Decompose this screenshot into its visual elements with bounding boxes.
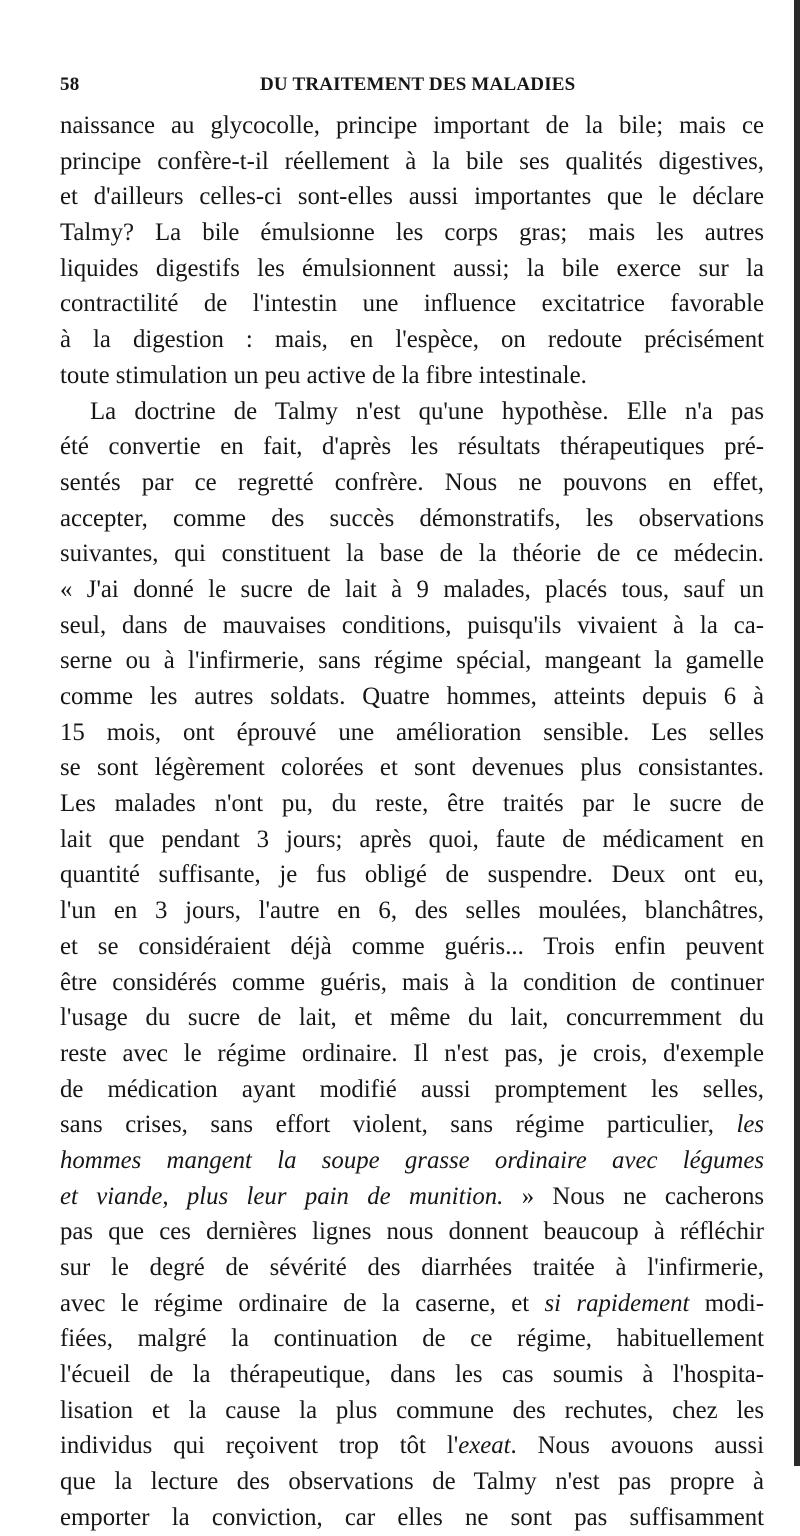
text-line (60, 215, 764, 251)
text-line (60, 1250, 764, 1286)
text-line (60, 501, 764, 537)
text-segment: comme les autres soldats. Quatre hommes, atteints depuis 6 à (60, 683, 764, 710)
text-segment: seul, dans de mauvaises conditions, puisqu'ils vivaient à la ca- (60, 611, 764, 639)
text-line (60, 786, 764, 822)
text-line (60, 1214, 764, 1250)
text-line (60, 857, 764, 893)
text-line (60, 108, 764, 144)
text-segment: de médication ayant modifié aussi promptement les selles, (60, 1075, 764, 1103)
text-segment: lait que pendant 3 jours; après quoi, faute de médicament en (60, 825, 764, 853)
text-segment: lisation et la cause la plus commune des rechutes, chez les (60, 1396, 764, 1424)
text-segment: sur le degré de sévérité des diarrhées traitée à l'infirmerie, (60, 1254, 764, 1281)
text-segment: contractilité de l'intestin une influence excitatrice favorable (60, 290, 764, 318)
text-line (60, 1000, 764, 1036)
text-line (60, 1464, 764, 1500)
text-line (60, 429, 764, 465)
text-line (60, 1393, 764, 1429)
body-text (60, 108, 764, 1536)
text-line (60, 1072, 764, 1108)
italic-segment: les (736, 1111, 764, 1139)
text-segment: être considérés comme guéris, mais à la condition de continuer (60, 968, 764, 996)
text-segment: se sont légèrement colorées et sont devenues plus consistantes. (60, 754, 764, 782)
text-line (60, 750, 764, 786)
text-line (60, 536, 764, 572)
text-segment: l'usage du sucre de lait, et même du lait, concurremment du (60, 1004, 764, 1032)
text-line (60, 929, 764, 965)
italic-segment: exeat (458, 1432, 511, 1460)
text-segment: liquides digestifs les émulsionnent aussi; la bile exerce sur la (60, 254, 764, 282)
italic-segment: hommes mangent la soupe grasse ordinaire avec légumes (60, 1146, 764, 1174)
text-segment: accepter, comme des succès démonstratifs, les observations (60, 504, 764, 532)
text-segment: quantité suffisante, je fus obligé de suspendre. Deux ont eu, (60, 861, 764, 889)
text-segment: principe confère-t-il réellement à la bile ses qualités digestives, (60, 147, 764, 175)
text-segment: avec le régime ordinaire de la caserne, et (60, 1289, 545, 1317)
text-segment: 15 mois, ont éprouvé une amélioration sensible. Les selles (60, 718, 764, 746)
text-segment: et se considéraient déjà comme guéris... Trois enfin peuvent (60, 932, 764, 960)
text-line (60, 358, 764, 394)
text-segment: serne ou à l'infirmerie, sans régime spécial, mangeant la gamelle (60, 647, 764, 675)
text-line (60, 251, 764, 287)
text-line (60, 1143, 764, 1179)
text-segment: naissance au glycocolle, principe important de la bile; mais ce (60, 112, 764, 139)
text-segment: « J'ai donné le sucre de lait à 9 malades, placés tous, sauf un (60, 575, 764, 603)
text-line (60, 1286, 764, 1322)
text-line (60, 608, 764, 644)
text-segment: sentés par ce regretté confrère. Nous ne pouvons en effet, (60, 468, 764, 496)
text-line (60, 322, 764, 358)
text-segment: reste avec le régime ordinaire. Il n'est pas, je crois, d'exemple (60, 1039, 764, 1067)
text-line (60, 715, 764, 751)
text-segment: suivantes, qui constituent la base de la théorie de ce médecin. (60, 540, 764, 568)
text-line (60, 1107, 764, 1143)
text-line (60, 679, 764, 715)
text-segment: modi- (689, 1289, 764, 1317)
text-segment: La doctrine de Talmy n'est qu'une hypothèse. Elle n'a pas (90, 397, 764, 425)
text-line (60, 1357, 764, 1393)
text-line (60, 643, 764, 679)
text-line (60, 1428, 764, 1464)
running-head (60, 64, 764, 104)
text-segment: que la lecture des observations de Talmy n'est pas propre à (60, 1468, 764, 1496)
text-line (60, 179, 764, 215)
running-title: DU TRAITEMENT DES MALADIES (260, 74, 576, 95)
text-line (60, 893, 764, 929)
text-line (60, 144, 764, 180)
text-line (60, 572, 764, 608)
text-segment: à la digestion : mais, en l'espèce, on redoute précisément (60, 326, 764, 354)
text-segment: l'un en 3 jours, l'autre en 6, des selles moulées, blanchâtres, (60, 897, 764, 925)
text-segment: . Nous avouons aussi (510, 1432, 764, 1460)
text-segment: sans crises, sans effort violent, sans régime particulier, (60, 1111, 737, 1139)
text-segment: été convertie en fait, d'après les résultats thérapeutiques pré- (60, 433, 764, 461)
italic-segment: si rapidement (544, 1289, 690, 1317)
text-segment: fiées, malgré la continuation de ce régime, habituellement (60, 1325, 764, 1353)
italic-segment: et viande, plus leur pain de munition. (60, 1182, 504, 1210)
text-line (60, 465, 764, 501)
text-segment: toute stimulation un peu active de la fibre intestinale. (60, 361, 587, 389)
text-segment: pas que ces dernières lignes nous donnent beaucoup à réfléchir (60, 1218, 764, 1246)
text-line (60, 1179, 764, 1215)
text-line (60, 965, 764, 1001)
text-segment: et d'ailleurs celles-ci sont-elles aussi importantes que le déclare (60, 183, 764, 211)
text-segment: emporter la conviction, car elles ne sont pas suffisamment (60, 1503, 764, 1531)
page-number: 58 (60, 74, 80, 95)
text-line (60, 822, 764, 858)
text-line (60, 286, 764, 322)
text-segment: individus qui reçoivent trop tôt l' (60, 1432, 459, 1460)
text-line (60, 1321, 764, 1357)
text-line (60, 1500, 764, 1536)
text-line (60, 394, 764, 430)
text-segment: l'écueil de la thérapeutique, dans les cas soumis à l'hospita- (60, 1361, 764, 1389)
text-segment: Talmy? La bile émulsionne les corps gras; mais les autres (60, 219, 764, 247)
text-line (60, 1036, 764, 1072)
text-segment: » Nous ne cacherons (503, 1182, 764, 1210)
text-segment: Les malades n'ont pu, du reste, être traités par le sucre de (60, 790, 764, 818)
